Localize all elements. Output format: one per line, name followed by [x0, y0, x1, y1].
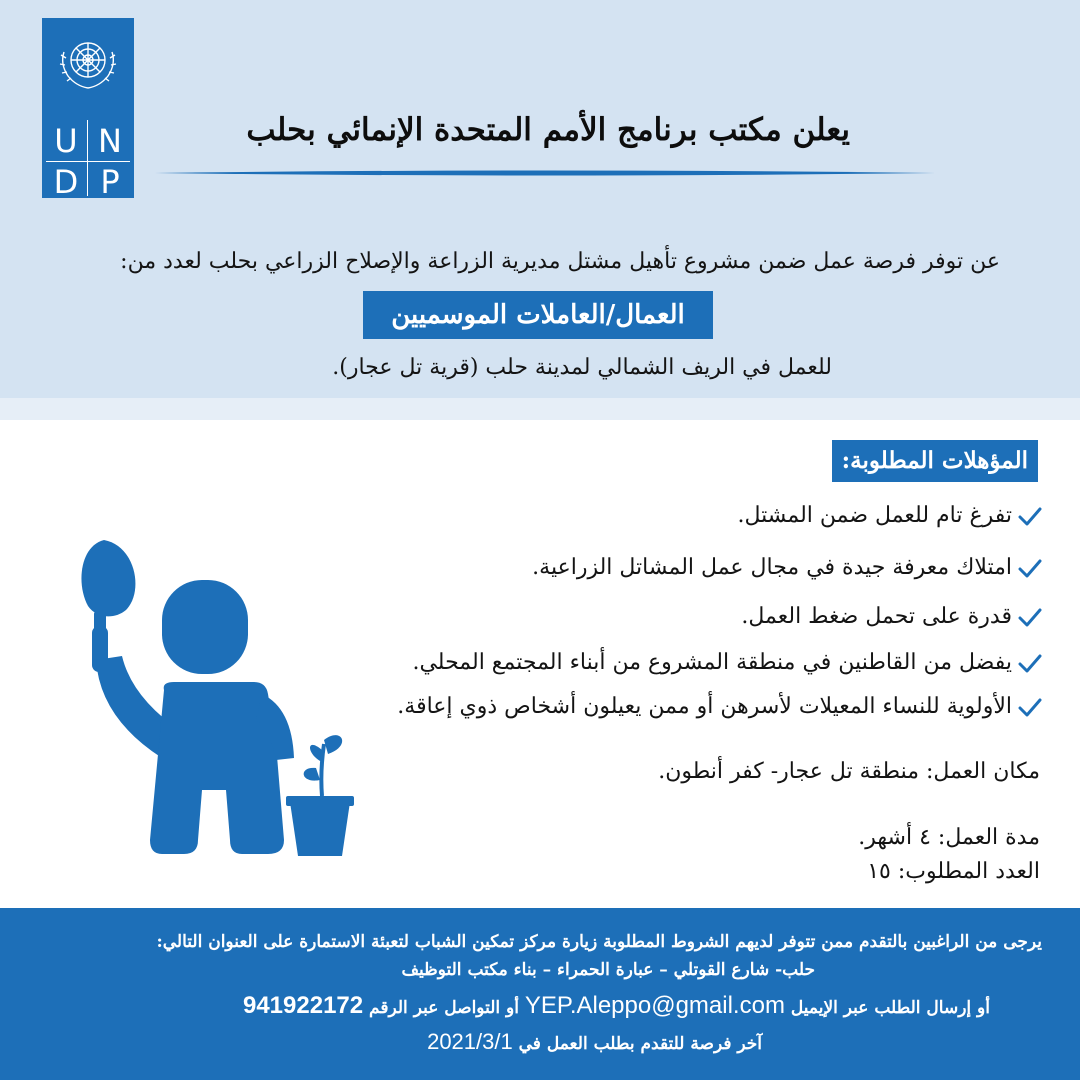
- qualification-text: يفضل من القاطنين في منطقة المشروع من أبناء المجتمع المحلي.: [412, 650, 1012, 675]
- worker-with-trowel-and-plant-icon: [70, 540, 360, 860]
- logo-letter-d: D: [53, 163, 79, 201]
- logo-letter-u: U: [54, 122, 78, 160]
- work-area-line: للعمل في الريف الشمالي لمدينة حلب (قرية تل عجار).: [332, 355, 832, 380]
- checkmark-icon: [1018, 695, 1042, 719]
- un-emblem-icon: [56, 30, 120, 94]
- footer-instructions: يرجى من الراغبين بالتقدم ممن تتوفر لديهم الشروط المطلوبة زيارة مركز تمكين الشباب لتعبئة الاستمارة على العنوان التالي:: [156, 932, 1042, 952]
- required-count: العدد المطلوب: ١٥: [867, 859, 1040, 884]
- header-bottom-strip: [0, 398, 1080, 420]
- email-prefix: أو إرسال الطلب عبر الإيميل: [790, 998, 990, 1018]
- qualification-item: [741, 594, 1042, 640]
- job-title-badge: العمال/العاملات الموسميين: [363, 291, 713, 339]
- checkmark-icon: [1018, 651, 1042, 675]
- announcement-intro: عن توفر فرصة عمل ضمن مشروع تأهيل مشتل مديرية الزراعة والإصلاح الزراعي بحلب لعدد من:: [120, 249, 1000, 274]
- qualification-text: امتلاك معرفة جيدة في مجال عمل المشاتل الزراعية.: [532, 555, 1012, 580]
- qualification-item: [412, 640, 1042, 686]
- qualification-text: الأولوية للنساء المعيلات لأسرهن أو ممن يعيلون أشخاص ذوي إعاقة.: [397, 694, 1012, 719]
- contact-phone: 941922172: [242, 992, 364, 1019]
- qualifications-heading: المؤهلات المطلوبة:: [832, 440, 1038, 482]
- phone-prefix: أو التواصل عبر الرقم: [369, 998, 519, 1018]
- qualification-text: قدرة على تحمل ضغط العمل.: [741, 604, 1012, 629]
- page-title: يعلن مكتب برنامج الأمم المتحدة الإنمائي بحلب: [246, 112, 850, 148]
- deadline-prefix: آخر فرصة للتقدم بطلب العمل في: [518, 1034, 762, 1054]
- footer-contact-line: [243, 988, 990, 1026]
- work-place: مكان العمل: منطقة تل عجار- كفر أنطون.: [658, 759, 1040, 784]
- contact-email: YEP.Aleppo@gmail.com: [524, 992, 785, 1019]
- checkmark-icon: [1018, 556, 1042, 580]
- logo-letter-p: P: [100, 163, 120, 201]
- logo-divider-vertical: [87, 120, 88, 196]
- undp-logo: [42, 18, 134, 201]
- footer-address: حلب- شارع القوتلي – عبارة الحمراء – بناء مكتب التوظيف: [401, 960, 815, 980]
- qualification-text: تفرغ تام للعمل ضمن المشتل.: [737, 503, 1012, 528]
- qualification-item: [532, 545, 1042, 591]
- logo-letter-n: N: [98, 122, 122, 160]
- checkmark-icon: [1018, 605, 1042, 629]
- deadline-date: 2021/3/1: [427, 1029, 513, 1054]
- logo-divider-horizontal: [46, 161, 130, 162]
- work-duration: مدة العمل: ٤ أشهر.: [858, 825, 1040, 850]
- qualification-item: [397, 684, 1042, 730]
- checkmark-icon: [1018, 504, 1042, 528]
- title-underline: [155, 169, 935, 177]
- qualification-item: [737, 493, 1042, 539]
- footer-deadline-line: [427, 1026, 762, 1060]
